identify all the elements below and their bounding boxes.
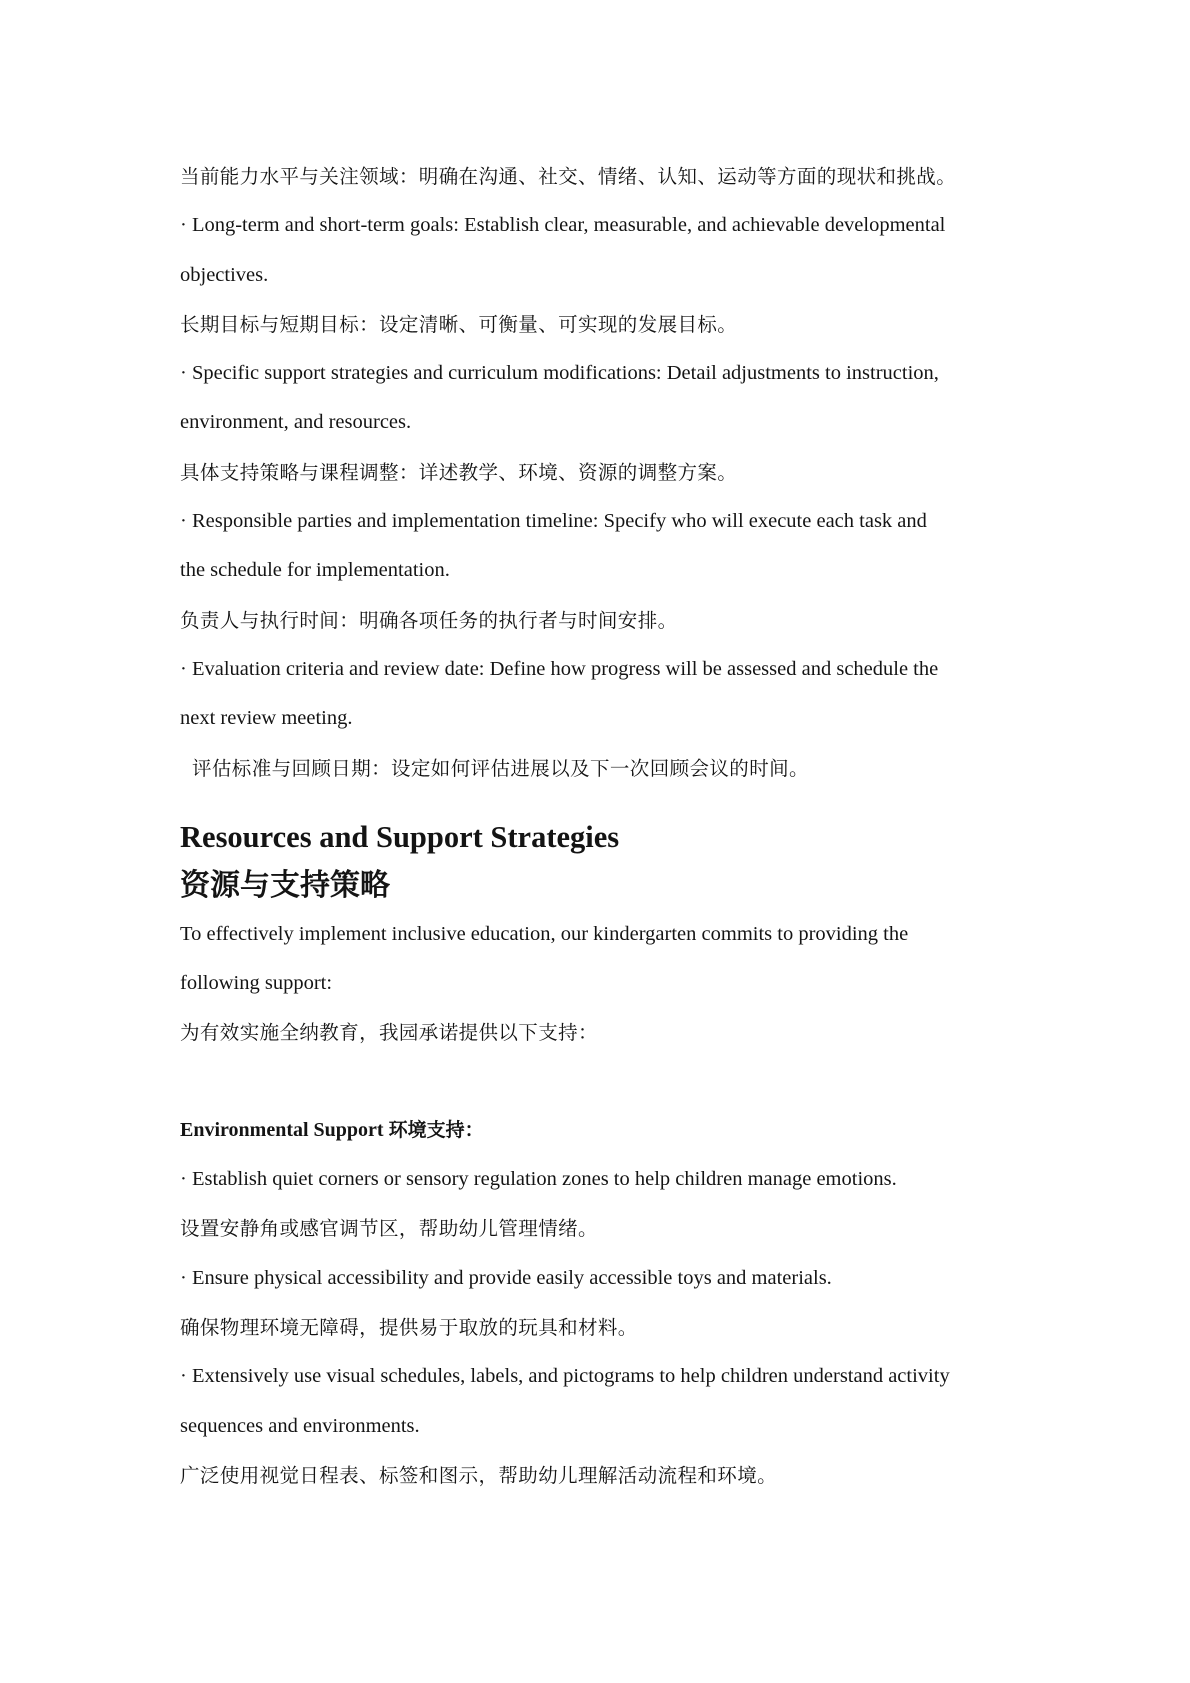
page-content [180, 152, 1040, 1500]
section-heading-cn: 资源与支持策略 [180, 867, 390, 903]
plan-components-list [180, 152, 1040, 793]
subsection-heading-en: Environmental Support [180, 1118, 384, 1141]
text-line: To effectively implement inclusive education, our kindergarten commits to providing the [180, 922, 909, 945]
text-line: 具体支持策略与课程调整：详述教学、环境、资源的调整方案。 [180, 460, 738, 484]
text-line: 当前能力水平与关注领域：明确在沟通、社交、情绪、认知、运动等方面的现状和挑战。 [180, 165, 957, 188]
text-line: 为有效实施全纳教育，我园承诺提供以下支持： [180, 1021, 598, 1045]
text-line: · Ensure physical accessibility and provide easily accessible toys and materials. [180, 1266, 832, 1289]
text-line: · Extensively use visual schedules, labels, and pictograms to help children understand activity [180, 1365, 950, 1388]
text-line: 确保物理环境无障碍，提供易于取放的玩具和材料。 [180, 1315, 638, 1339]
subsection-heading [180, 1106, 1040, 1155]
text-line: · Specific support strategies and curriculum modifications: Detail adjustments to instruction, [180, 362, 939, 385]
section-heading-en: Resources and Support Strategies [180, 819, 620, 854]
environmental-support-list [180, 1155, 1040, 1500]
text-line: · Evaluation criteria and review date: Define how progress will be assessed and schedule the [180, 657, 939, 680]
text-line: · Establish quiet corners or sensory regulation zones to help children manage emotions. [180, 1168, 897, 1191]
subsection-heading-cn: 环境支持： [388, 1118, 484, 1141]
text-line: environment, and resources. [180, 411, 412, 434]
text-line: following support: [180, 972, 333, 995]
text-line: 设置安静角或感官调节区，帮助幼儿管理情绪。 [180, 1217, 598, 1241]
section-intro [180, 910, 1040, 1058]
text-line: sequences and environments. [180, 1414, 420, 1437]
text-line: 长期目标与短期目标：设定清晰、可衡量、可实现的发展目标。 [180, 312, 738, 336]
text-line: 负责人与执行时间：明确各项任务的执行者与时间安排。 [180, 608, 678, 632]
text-line: 广泛使用视觉日程表、标签和图示，帮助幼儿理解活动流程和环境。 [180, 1463, 778, 1487]
text-line: · Responsible parties and implementation timeline: Specify who will execute each task and [180, 510, 927, 533]
text-line: · Long-term and short-term goals: Establish clear, measurable, and achievable developmental [180, 214, 946, 237]
text-line: the schedule for implementation. [180, 559, 450, 582]
text-line: next review meeting. [180, 707, 353, 730]
text-line: 评估标准与回顾日期：设定如何评估进展以及下一次回顾会议的时间。 [192, 756, 809, 780]
text-line: objectives. [180, 263, 269, 286]
